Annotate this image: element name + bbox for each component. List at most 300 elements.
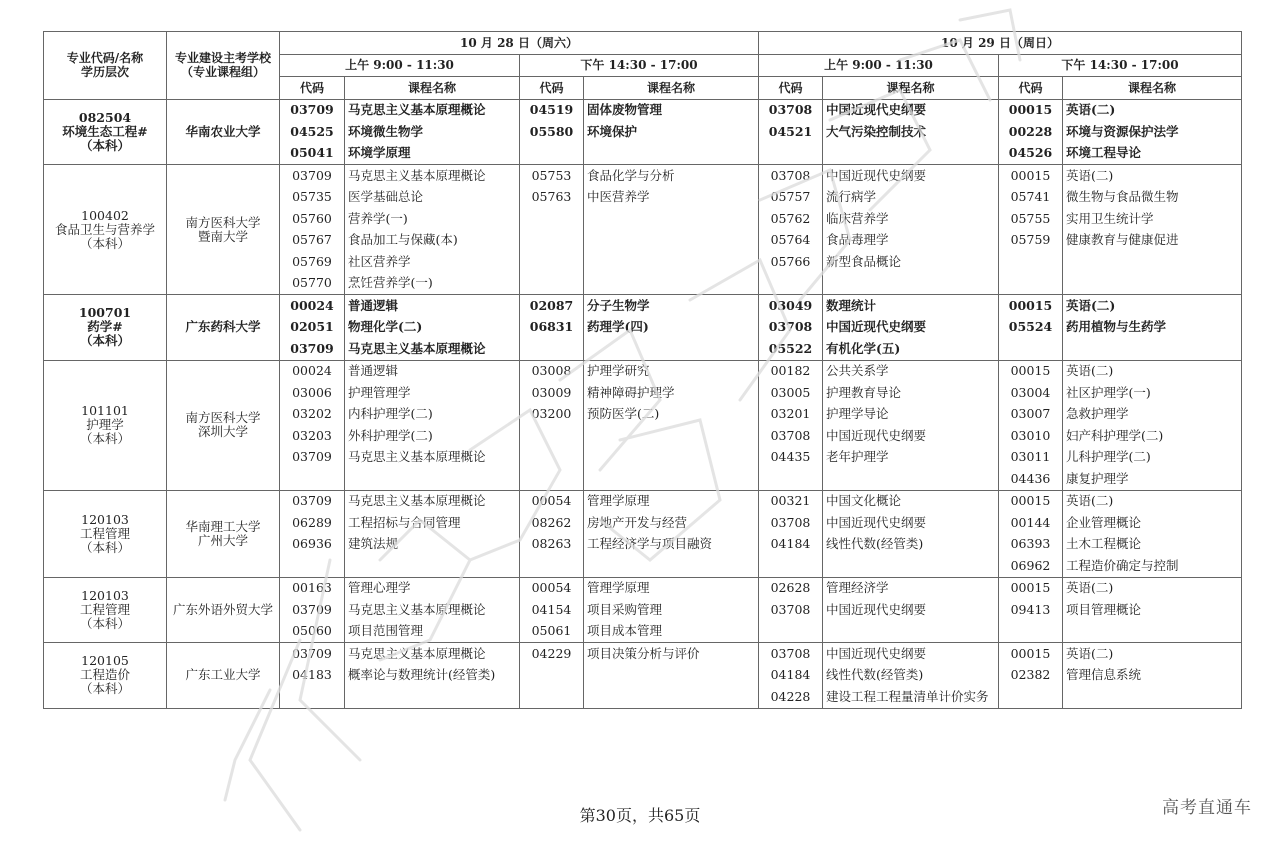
course-code: 08263 (520, 534, 584, 556)
course-code (520, 665, 584, 687)
school-text: 南方医科大学 (185, 214, 261, 230)
header-course: 课程名称 (823, 77, 999, 100)
course-code (520, 338, 584, 360)
course-name: 马克思主义基本原理概论 (345, 599, 520, 621)
course-name: 药理学(四) (584, 317, 759, 339)
major-group (44, 165, 1242, 295)
course-name (345, 468, 520, 490)
course-name: 微生物与食品微生物 (1063, 187, 1242, 209)
course-name: 环境工程导论 (1063, 143, 1242, 165)
course-name: 食品毒理学 (823, 230, 999, 252)
course-name (823, 468, 999, 490)
course-code (520, 143, 584, 165)
course-name: 内科护理学(二) (345, 404, 520, 426)
course-name (584, 208, 759, 230)
table-header (44, 32, 1242, 100)
course-code: 03708 (759, 643, 823, 665)
course-name: 食品加工与保藏(本) (345, 230, 520, 252)
course-code: 00144 (999, 512, 1063, 534)
course-code (999, 251, 1063, 273)
school-cell (167, 643, 280, 709)
course-name: 大气污染控制技术 (823, 121, 999, 143)
course-code (280, 555, 345, 577)
major-text: 食品卫生与营养学 (54, 221, 155, 237)
course-code: 05060 (280, 621, 345, 643)
course-name: 项目范围管理 (345, 621, 520, 643)
course-code: 03004 (999, 382, 1063, 404)
course-name: 营养学(一) (345, 208, 520, 230)
course-code: 03049 (759, 295, 823, 317)
major-text: （本科） (79, 235, 130, 251)
course-name: 急救护理学 (1063, 404, 1242, 426)
course-code: 04184 (759, 665, 823, 687)
course-code: 05061 (520, 621, 584, 643)
course-code: 03709 (280, 490, 345, 512)
course-code: 03708 (759, 512, 823, 534)
header-day1-pm: 下午 14:30 - 17:00 (520, 54, 759, 77)
school-text: 华南农业大学 (185, 123, 261, 139)
course-name: 项目管理概论 (1063, 599, 1242, 621)
school-text: 南方医科大学 (185, 410, 261, 425)
course-code: 02628 (759, 577, 823, 599)
course-name: 护理教育导论 (823, 382, 999, 404)
school-text: 暨南大学 (197, 228, 248, 244)
course-code: 05766 (759, 251, 823, 273)
school-text: 广东外语外贸大学 (172, 601, 273, 617)
course-name: 工程造价确定与控制 (1063, 555, 1242, 577)
major-cell (44, 99, 167, 165)
course-name: 管理信息系统 (1063, 665, 1242, 687)
course-name (584, 686, 759, 708)
course-code: 06393 (999, 534, 1063, 556)
course-name: 英语(二) (1063, 643, 1242, 665)
course-code (759, 555, 823, 577)
header-code: 代码 (520, 77, 584, 100)
course-code: 04228 (759, 686, 823, 708)
course-code (520, 251, 584, 273)
course-name (1063, 686, 1242, 708)
course-code: 00015 (999, 490, 1063, 512)
course-code: 03008 (520, 360, 584, 382)
course-code: 00015 (999, 165, 1063, 187)
course-code: 04229 (520, 643, 584, 665)
course-code: 03201 (759, 404, 823, 426)
course-name (584, 143, 759, 165)
major-group (44, 360, 1242, 490)
school-text: 深圳大学 (197, 424, 248, 439)
course-name: 英语(二) (1063, 99, 1242, 121)
course-code: 00015 (999, 643, 1063, 665)
header-day2: 10 月 29 日（周日） (759, 32, 1242, 55)
course-code: 00015 (999, 295, 1063, 317)
course-name: 中国近现代史纲要 (823, 512, 999, 534)
course-name: 马克思主义基本原理概论 (345, 99, 520, 121)
course-name (584, 338, 759, 360)
course-name: 管理经济学 (823, 577, 999, 599)
course-name (345, 686, 520, 708)
course-code: 06831 (520, 317, 584, 339)
major-group (44, 490, 1242, 577)
school-text: 广州大学 (197, 532, 248, 548)
major-text: 101101 (81, 403, 129, 418)
course-name: 管理学原理 (584, 577, 759, 599)
course-code (999, 686, 1063, 708)
course-name: 环境学原理 (345, 143, 520, 165)
major-text: （本科） (79, 431, 130, 446)
course-name (584, 555, 759, 577)
course-code: 04184 (759, 534, 823, 556)
course-code (520, 230, 584, 252)
major-text: 工程造价 (79, 667, 130, 683)
major-text: （本科） (79, 333, 130, 349)
course-code: 00054 (520, 490, 584, 512)
course-name: 新型食品概论 (823, 251, 999, 273)
course-name (584, 425, 759, 447)
major-text: 082504 (78, 109, 132, 125)
header-code: 代码 (999, 77, 1063, 100)
course-name: 妇产科护理学(二) (1063, 425, 1242, 447)
course-name: 环境保护 (584, 121, 759, 143)
course-name: 普通逻辑 (345, 295, 520, 317)
course-code: 03709 (280, 338, 345, 360)
course-code: 04154 (520, 599, 584, 621)
course-code: 00024 (280, 295, 345, 317)
course-code: 03005 (759, 382, 823, 404)
course-name: 健康教育与健康促进 (1063, 230, 1242, 252)
header-code: 代码 (280, 77, 345, 100)
course-name: 马克思主义基本原理概论 (345, 490, 520, 512)
course-name: 线性代数(经管类) (823, 665, 999, 687)
course-code: 05041 (280, 143, 345, 165)
course-name: 环境微生物学 (345, 121, 520, 143)
header-code: 代码 (759, 77, 823, 100)
course-name: 中国近现代史纲要 (823, 317, 999, 339)
course-name: 临床营养学 (823, 208, 999, 230)
course-name: 护理管理学 (345, 382, 520, 404)
school-cell (167, 165, 280, 295)
major-group (44, 99, 1242, 165)
course-code (280, 686, 345, 708)
course-name: 中医营养学 (584, 187, 759, 209)
course-code: 04519 (520, 99, 584, 121)
course-name: 企业管理概论 (1063, 512, 1242, 534)
course-code: 03709 (280, 447, 345, 469)
header-course: 课程名称 (345, 77, 520, 100)
major-cell (44, 295, 167, 361)
page-number: 第30页，共65页 (579, 806, 701, 825)
course-code: 05580 (520, 121, 584, 143)
course-name (823, 555, 999, 577)
major-group (44, 295, 1242, 361)
major-text: 药学# (87, 319, 123, 335)
course-name (1063, 338, 1242, 360)
course-code: 06962 (999, 555, 1063, 577)
course-name: 护理学导论 (823, 404, 999, 426)
course-name: 建筑法规 (345, 534, 520, 556)
major-cell (44, 165, 167, 295)
course-code: 05770 (280, 273, 345, 295)
course-code (759, 143, 823, 165)
header-school: 专业建设主考学校 （专业课程组） (167, 32, 280, 100)
table-row (44, 165, 1242, 187)
course-name: 数理统计 (823, 295, 999, 317)
major-cell (44, 360, 167, 490)
course-code: 04183 (280, 665, 345, 687)
course-code (520, 425, 584, 447)
course-code: 02382 (999, 665, 1063, 687)
course-code: 03708 (759, 425, 823, 447)
course-name: 社区营养学 (345, 251, 520, 273)
course-name: 药用植物与生药学 (1063, 317, 1242, 339)
table-row (44, 577, 1242, 599)
course-code (520, 555, 584, 577)
course-name: 线性代数(经管类) (823, 534, 999, 556)
course-name: 中国文化概论 (823, 490, 999, 512)
major-text: （本科） (79, 615, 130, 631)
course-name: 英语(二) (1063, 360, 1242, 382)
course-name (584, 665, 759, 687)
course-name: 外科护理学(二) (345, 425, 520, 447)
course-code: 04436 (999, 468, 1063, 490)
course-code: 04525 (280, 121, 345, 143)
major-text: 环境生态工程# (62, 123, 148, 139)
course-name: 中国近现代史纲要 (823, 165, 999, 187)
course-code: 05741 (999, 187, 1063, 209)
school-cell (167, 577, 280, 643)
major-text: 100402 (81, 207, 129, 223)
course-name: 中国近现代史纲要 (823, 643, 999, 665)
course-name: 精神障碍护理学 (584, 382, 759, 404)
course-code (999, 273, 1063, 295)
course-name: 护理学研究 (584, 360, 759, 382)
major-text: 工程管理 (79, 601, 130, 617)
major-text: 120103 (81, 587, 129, 603)
course-name: 项目成本管理 (584, 621, 759, 643)
major-text: （本科） (79, 681, 130, 697)
course-name: 英语(二) (1063, 295, 1242, 317)
course-code: 05522 (759, 338, 823, 360)
course-code: 03708 (759, 99, 823, 121)
school-text: 广东药科大学 (185, 319, 261, 335)
course-code: 05755 (999, 208, 1063, 230)
course-name (584, 447, 759, 469)
header-course: 课程名称 (1063, 77, 1242, 100)
major-text: 工程管理 (79, 525, 130, 541)
course-code: 03202 (280, 404, 345, 426)
course-code: 00015 (999, 99, 1063, 121)
course-name (823, 621, 999, 643)
header-day1: 10 月 28 日（周六） (280, 32, 759, 55)
course-code: 05753 (520, 165, 584, 187)
course-name: 预防医学(二) (584, 404, 759, 426)
course-name: 康复护理学 (1063, 468, 1242, 490)
course-name: 有机化学(五) (823, 338, 999, 360)
course-code: 05769 (280, 251, 345, 273)
course-name: 工程经济学与项目融资 (584, 534, 759, 556)
table-row (44, 490, 1242, 512)
course-code: 04526 (999, 143, 1063, 165)
major-text: 100701 (78, 305, 132, 321)
exam-schedule-table (43, 31, 1242, 709)
school-cell (167, 360, 280, 490)
course-code: 00228 (999, 121, 1063, 143)
course-name: 英语(二) (1063, 490, 1242, 512)
course-code: 09413 (999, 599, 1063, 621)
course-name: 英语(二) (1063, 577, 1242, 599)
course-code (999, 621, 1063, 643)
course-code: 00163 (280, 577, 345, 599)
course-code: 03709 (280, 165, 345, 187)
course-code (999, 338, 1063, 360)
course-code: 03009 (520, 382, 584, 404)
course-code: 03709 (280, 643, 345, 665)
major-cell (44, 577, 167, 643)
school-text: 华南理工大学 (185, 518, 261, 534)
course-name: 食品化学与分析 (584, 165, 759, 187)
course-code: 05735 (280, 187, 345, 209)
course-code: 05767 (280, 230, 345, 252)
course-code: 05762 (759, 208, 823, 230)
major-cell (44, 643, 167, 709)
major-text: 120105 (81, 653, 129, 669)
course-name (1063, 273, 1242, 295)
course-name (584, 230, 759, 252)
course-code: 03708 (759, 165, 823, 187)
table-row (44, 360, 1242, 382)
course-code: 06936 (280, 534, 345, 556)
header-major: 专业代码/名称 学历层次 (44, 32, 167, 100)
course-code (520, 208, 584, 230)
course-code (520, 468, 584, 490)
school-cell (167, 99, 280, 165)
course-name: 马克思主义基本原理概论 (345, 338, 520, 360)
course-code: 08262 (520, 512, 584, 534)
course-code: 03708 (759, 599, 823, 621)
major-group (44, 577, 1242, 643)
course-code: 05757 (759, 187, 823, 209)
course-name (584, 251, 759, 273)
course-name: 项目采购管理 (584, 599, 759, 621)
course-code: 03011 (999, 447, 1063, 469)
school-text: 广东工业大学 (185, 667, 261, 683)
course-name: 土木工程概论 (1063, 534, 1242, 556)
course-name: 马克思主义基本原理概论 (345, 643, 520, 665)
course-name: 项目决策分析与评价 (584, 643, 759, 665)
course-code: 03010 (999, 425, 1063, 447)
course-code: 03007 (999, 404, 1063, 426)
course-name: 老年护理学 (823, 447, 999, 469)
course-name: 工程招标与合同管理 (345, 512, 520, 534)
course-code (520, 686, 584, 708)
course-name (823, 143, 999, 165)
course-name: 中国近现代史纲要 (823, 425, 999, 447)
course-code: 00054 (520, 577, 584, 599)
course-code (759, 621, 823, 643)
course-name: 马克思主义基本原理概论 (345, 165, 520, 187)
course-name: 中国近现代史纲要 (823, 599, 999, 621)
course-name: 管理学原理 (584, 490, 759, 512)
course-code: 04521 (759, 121, 823, 143)
course-code (520, 273, 584, 295)
course-code: 03708 (759, 317, 823, 339)
course-name: 公共关系学 (823, 360, 999, 382)
course-name: 物理化学(二) (345, 317, 520, 339)
course-name (1063, 621, 1242, 643)
header-course: 课程名称 (584, 77, 759, 100)
course-code: 05759 (999, 230, 1063, 252)
header-day2-am: 上午 9:00 - 11:30 (759, 54, 999, 77)
course-name: 管理心理学 (345, 577, 520, 599)
course-name: 烹饪营养学(一) (345, 273, 520, 295)
header-day1-am: 上午 9:00 - 11:30 (280, 54, 520, 77)
table-row (44, 643, 1242, 665)
table-row (44, 295, 1242, 317)
brand-label: 高考直通车 (1162, 798, 1252, 818)
major-text: 护理学 (86, 417, 124, 432)
course-code: 02051 (280, 317, 345, 339)
course-name: 实用卫生统计学 (1063, 208, 1242, 230)
course-name: 概率论与数理统计(经管类) (345, 665, 520, 687)
course-name (584, 273, 759, 295)
course-code: 00015 (999, 577, 1063, 599)
course-code: 05763 (520, 187, 584, 209)
course-code (759, 273, 823, 295)
course-name: 房地产开发与经营 (584, 512, 759, 534)
course-code: 02087 (520, 295, 584, 317)
course-code: 03200 (520, 404, 584, 426)
course-code: 05524 (999, 317, 1063, 339)
course-name: 英语(二) (1063, 165, 1242, 187)
course-code: 03709 (280, 599, 345, 621)
course-code: 00015 (999, 360, 1063, 382)
course-name: 马克思主义基本原理概论 (345, 447, 520, 469)
course-name (823, 273, 999, 295)
major-text: 120103 (81, 511, 129, 527)
major-text: （本科） (79, 137, 130, 153)
course-code (520, 447, 584, 469)
course-name: 分子生物学 (584, 295, 759, 317)
course-name (1063, 251, 1242, 273)
course-code: 05760 (280, 208, 345, 230)
course-code (759, 468, 823, 490)
course-name: 环境与资源保护法学 (1063, 121, 1242, 143)
major-group (44, 643, 1242, 709)
course-code: 03709 (280, 99, 345, 121)
course-code: 00182 (759, 360, 823, 382)
course-name: 医学基础总论 (345, 187, 520, 209)
course-code: 03006 (280, 382, 345, 404)
course-code: 04435 (759, 447, 823, 469)
course-code: 05764 (759, 230, 823, 252)
table-row (44, 99, 1242, 121)
course-name: 儿科护理学(二) (1063, 447, 1242, 469)
course-name: 普通逻辑 (345, 360, 520, 382)
course-code: 00321 (759, 490, 823, 512)
course-name: 固体废物管理 (584, 99, 759, 121)
major-text: （本科） (79, 539, 130, 555)
course-name: 社区护理学(一) (1063, 382, 1242, 404)
course-name: 流行病学 (823, 187, 999, 209)
course-code: 00024 (280, 360, 345, 382)
course-name (584, 468, 759, 490)
major-cell (44, 490, 167, 577)
course-code (280, 468, 345, 490)
header-day2-pm: 下午 14:30 - 17:00 (999, 54, 1242, 77)
school-cell (167, 490, 280, 577)
school-cell (167, 295, 280, 361)
course-name: 中国近现代史纲要 (823, 99, 999, 121)
course-name (345, 555, 520, 577)
